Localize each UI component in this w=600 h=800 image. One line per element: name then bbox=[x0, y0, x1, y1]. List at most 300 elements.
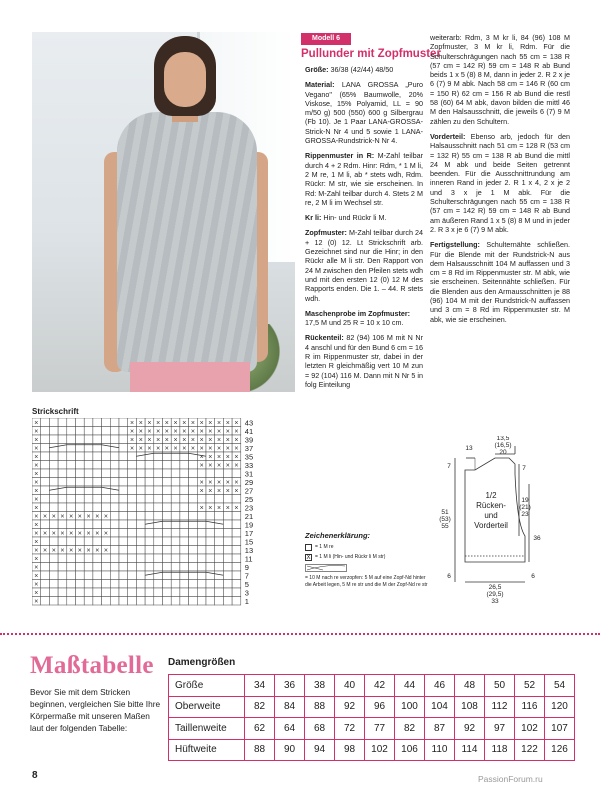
chart-cell bbox=[189, 546, 198, 555]
purl-x-icon: × bbox=[43, 530, 48, 538]
chart-cell bbox=[102, 588, 111, 597]
chart-cell bbox=[189, 495, 198, 504]
chart-cell bbox=[128, 486, 137, 495]
chart-cell bbox=[41, 427, 50, 436]
chart-cell bbox=[223, 537, 232, 546]
chart-cell bbox=[223, 554, 232, 563]
gauge-label: Maschenprobe im Zopfmuster: bbox=[305, 308, 411, 318]
chart-cell bbox=[163, 546, 172, 555]
chart-cell bbox=[119, 469, 128, 478]
chart-cell bbox=[136, 537, 145, 546]
gauge-text: 17,5 M und 25 R = 10 x 10 cm. bbox=[305, 318, 404, 328]
chart-cell bbox=[49, 588, 58, 597]
chart-cell bbox=[93, 427, 102, 436]
dim-height-b: (53) bbox=[439, 516, 451, 523]
chart-cell bbox=[58, 461, 67, 470]
chart-cell bbox=[49, 461, 58, 470]
chart-cell bbox=[84, 452, 93, 461]
page-number: 8 bbox=[32, 770, 38, 781]
chart-cell bbox=[232, 597, 241, 606]
chart-cell bbox=[58, 563, 67, 572]
size-cell: 97 bbox=[485, 718, 515, 740]
purl-x-icon: × bbox=[51, 547, 56, 555]
size-cell: 106 bbox=[395, 739, 425, 761]
chart-cell bbox=[171, 554, 180, 563]
chart-cell bbox=[145, 563, 154, 572]
purl-x-icon: × bbox=[234, 462, 239, 470]
purl-x-icon: × bbox=[34, 581, 39, 589]
chart-cell bbox=[76, 597, 85, 606]
chart-cell bbox=[206, 495, 215, 504]
purl-x-icon: × bbox=[208, 437, 213, 444]
chart-cell bbox=[76, 580, 85, 589]
size-cell: 52 bbox=[515, 675, 545, 697]
legend-text-purl: = 1 M li (Hin- und Rückr li M str) bbox=[315, 554, 386, 560]
chart-cell bbox=[49, 452, 58, 461]
chart-cell bbox=[119, 418, 128, 427]
chart-cell bbox=[93, 554, 102, 563]
dim-top-2: (16,5) bbox=[494, 442, 512, 449]
purl-x-icon: × bbox=[234, 420, 239, 427]
chart-cell bbox=[136, 512, 145, 521]
chart-cell bbox=[93, 571, 102, 580]
chart-cell bbox=[145, 469, 154, 478]
chart-cell bbox=[180, 537, 189, 546]
chart-cell bbox=[76, 588, 85, 597]
chart-cell bbox=[223, 580, 232, 589]
purl-x-icon: × bbox=[34, 547, 39, 555]
legend-item-purl bbox=[305, 554, 430, 561]
chart-cell bbox=[110, 563, 119, 572]
chart-cell bbox=[41, 478, 50, 487]
size-cell: 96 bbox=[365, 696, 395, 718]
chart-cell bbox=[41, 495, 50, 504]
chart-cell bbox=[154, 563, 163, 572]
chart-cell bbox=[136, 495, 145, 504]
legend bbox=[305, 544, 430, 588]
size-table-row bbox=[169, 739, 575, 761]
chart-cell bbox=[180, 503, 189, 512]
chart-row-number: 11 bbox=[244, 554, 253, 564]
chart-row-number: 3 bbox=[244, 588, 249, 598]
purl-x-icon: × bbox=[77, 513, 82, 521]
purl-x-icon: × bbox=[34, 496, 39, 504]
purl-x-icon: × bbox=[225, 454, 230, 461]
size-cell: 102 bbox=[515, 718, 545, 740]
chart-cell bbox=[171, 512, 180, 521]
purl-x-icon: × bbox=[208, 505, 213, 512]
rib-paragraph bbox=[305, 151, 423, 207]
size-cell: 112 bbox=[485, 696, 515, 718]
size-cell: 82 bbox=[245, 696, 275, 718]
schematic-svg bbox=[433, 436, 573, 611]
chart-cell bbox=[84, 563, 93, 572]
purl-x-icon: × bbox=[217, 479, 222, 487]
purl-x-icon: × bbox=[34, 564, 39, 572]
size-cell: 48 bbox=[455, 675, 485, 697]
purl-x-icon: × bbox=[164, 420, 169, 427]
chart-cell bbox=[128, 495, 137, 504]
chart-cell bbox=[110, 461, 119, 470]
chart-cell bbox=[119, 478, 128, 487]
purl-x-icon: × bbox=[164, 428, 169, 436]
purl-x-icon: × bbox=[34, 556, 39, 563]
chart-row-number: 35 bbox=[244, 452, 254, 462]
chart-cell bbox=[197, 537, 206, 546]
size-table-subtitle: Damengrößen bbox=[168, 657, 236, 668]
x-box-icon: X bbox=[306, 555, 311, 561]
size-cell: 110 bbox=[425, 739, 455, 761]
chart-cell bbox=[206, 597, 215, 606]
legend-title: Zeichenerklärung: bbox=[305, 531, 371, 540]
chart-cell bbox=[84, 418, 93, 427]
chart-cell bbox=[163, 512, 172, 521]
size-row-label: Taillenweite bbox=[169, 718, 245, 740]
dim-top-3: 20 bbox=[499, 449, 507, 456]
chart-cell bbox=[171, 580, 180, 589]
cable-text: M-Zahl teilbar durch 24 + 12 (0) 12. Lt Strickschrift arb. Gezeichnet sind nur die Hinr; in den Rückr alle M li str. Den Rapport von 24 M zwischen den Pfeilen stets wdh und mit den ersten 12 (0) 12 M des Rapports enden. Die 1. – 44. R stets wdh. bbox=[305, 228, 423, 303]
size-cell: 118 bbox=[485, 739, 515, 761]
chart-cell bbox=[136, 478, 145, 487]
chart-cell bbox=[67, 478, 76, 487]
piece-label-2: Rücken- bbox=[476, 501, 506, 510]
chart-cell bbox=[154, 512, 163, 521]
chart-cell bbox=[171, 461, 180, 470]
purl-x-icon: × bbox=[95, 530, 100, 538]
cable-symbol-icon bbox=[305, 564, 347, 572]
purl-x-icon: × bbox=[217, 488, 222, 495]
chart-cell bbox=[93, 520, 102, 529]
chart-cell bbox=[58, 571, 67, 580]
kr-label: Kr li: bbox=[305, 213, 322, 223]
chart-cell bbox=[136, 571, 145, 580]
chart-cell bbox=[232, 537, 241, 546]
chart-cell bbox=[102, 571, 111, 580]
back-paragraph bbox=[305, 333, 423, 389]
chart-cell bbox=[58, 537, 67, 546]
chart-cell bbox=[76, 418, 85, 427]
purl-x-icon: × bbox=[225, 445, 230, 453]
purl-x-icon: × bbox=[86, 530, 91, 538]
chart-cell bbox=[76, 452, 85, 461]
chart-cell bbox=[232, 495, 241, 504]
chart-cell bbox=[41, 554, 50, 563]
chart-cell bbox=[67, 571, 76, 580]
chart-cell bbox=[215, 537, 224, 546]
chart-cell bbox=[232, 469, 241, 478]
dim-armhole-b: (21) bbox=[519, 504, 531, 511]
chart-cell bbox=[76, 427, 85, 436]
purl-x-icon: × bbox=[156, 445, 161, 453]
chart-cell bbox=[223, 563, 232, 572]
finish-label: Fertigstellung: bbox=[430, 240, 480, 250]
chart-cell bbox=[49, 435, 58, 444]
chart-cell bbox=[102, 461, 111, 470]
chart-row-number: 17 bbox=[244, 529, 254, 538]
chart-cell bbox=[67, 563, 76, 572]
material-paragraph bbox=[305, 80, 423, 145]
purl-x-icon: × bbox=[217, 437, 222, 444]
pink-pants bbox=[130, 362, 250, 392]
chart-row-number: 5 bbox=[244, 580, 249, 589]
chart-cell bbox=[102, 520, 111, 529]
chart-cell bbox=[119, 546, 128, 555]
chart-cell bbox=[154, 529, 163, 538]
chart-cell bbox=[110, 588, 119, 597]
purl-x-icon: × bbox=[60, 513, 65, 521]
chart-cell bbox=[49, 597, 58, 606]
chart-cell bbox=[58, 503, 67, 512]
piece-label-3: und bbox=[484, 511, 498, 520]
piece-label-4: Vorderteil bbox=[474, 521, 508, 530]
chart-cell bbox=[58, 452, 67, 461]
chart-cell bbox=[110, 427, 119, 436]
chart-cell bbox=[206, 588, 215, 597]
chart-cell bbox=[145, 597, 154, 606]
purl-x-icon: × bbox=[225, 462, 230, 470]
chart-cell bbox=[93, 478, 102, 487]
chart-cell bbox=[67, 597, 76, 606]
size-cell: 46 bbox=[425, 675, 455, 697]
purl-x-icon: × bbox=[34, 573, 39, 580]
purl-x-icon: × bbox=[34, 530, 39, 538]
chart-cell bbox=[84, 520, 93, 529]
purl-x-icon: × bbox=[130, 445, 135, 453]
chart-cell bbox=[163, 461, 172, 470]
rib-label: Rippenmuster in R: bbox=[305, 151, 375, 161]
piece-label-1: 1/2 bbox=[485, 491, 497, 500]
chart-cell bbox=[215, 554, 224, 563]
chart-cell bbox=[67, 461, 76, 470]
chart-cell bbox=[154, 495, 163, 504]
chart-cell bbox=[41, 461, 50, 470]
chart-cell bbox=[171, 469, 180, 478]
chart-cell bbox=[215, 597, 224, 606]
chart-cell bbox=[171, 546, 180, 555]
purl-x-icon: × bbox=[60, 530, 65, 538]
size-table-heading: Maßtabelle bbox=[30, 652, 154, 679]
purl-x-icon: × bbox=[86, 513, 91, 521]
chart-cell bbox=[119, 503, 128, 512]
chart-cell bbox=[67, 418, 76, 427]
chart-cell bbox=[197, 563, 206, 572]
chart-cell bbox=[171, 597, 180, 606]
chart-cell bbox=[232, 571, 241, 580]
dim-bottom-c: 33 bbox=[491, 598, 499, 605]
chart-cell bbox=[49, 554, 58, 563]
chart-cell bbox=[58, 580, 67, 589]
chart-cell bbox=[163, 563, 172, 572]
legend-text-cable: = 10 M nach re verzopfen: 5 M auf eine Zopf-Nd hinter die Arbeit legen, 5 M re str und die M der Zopf-Nd re str bbox=[305, 575, 428, 588]
purl-x-icon: × bbox=[103, 530, 108, 538]
purl-x-icon: × bbox=[199, 420, 204, 427]
rib-text: M-Zahl teilbar durch 4 + 2 Rdm. Hinr: Rdm, * 1 M li, 2 M re, 1 M li, ab * stets wdh, Rdm. Rückr: M str, wie sie erscheinen. In Rd: M-Zahl teilbar durch 4. Stets 2 M re, 2 M li im Wechsel str. bbox=[305, 151, 423, 207]
chart-cell bbox=[223, 571, 232, 580]
chart-cell bbox=[180, 597, 189, 606]
chart-cell bbox=[49, 537, 58, 546]
chart-cell bbox=[58, 435, 67, 444]
purl-x-icon: × bbox=[60, 547, 65, 555]
size-cell: 90 bbox=[275, 739, 305, 761]
chart-cell bbox=[102, 427, 111, 436]
chart-cell bbox=[163, 469, 172, 478]
chart-cell bbox=[84, 554, 93, 563]
chart-cell bbox=[58, 520, 67, 529]
chart-cell bbox=[110, 452, 119, 461]
chart-cell bbox=[232, 554, 241, 563]
chart-cell bbox=[145, 461, 154, 470]
purl-x-icon: × bbox=[217, 428, 222, 436]
chart-cell bbox=[197, 529, 206, 538]
chart-cell bbox=[49, 571, 58, 580]
chart-cell bbox=[136, 520, 145, 529]
chart-cell bbox=[189, 580, 198, 589]
purl-x-icon: × bbox=[208, 479, 213, 487]
chart-cell bbox=[93, 597, 102, 606]
dim-rib-left: 6 bbox=[447, 573, 451, 580]
purl-x-icon: × bbox=[234, 488, 239, 495]
purl-x-icon: × bbox=[34, 590, 39, 597]
chart-cell bbox=[223, 512, 232, 521]
chart-cell bbox=[76, 563, 85, 572]
chart-cell bbox=[49, 495, 58, 504]
chart-cell bbox=[128, 529, 137, 538]
size-cell: 77 bbox=[365, 718, 395, 740]
chart-cell bbox=[84, 537, 93, 546]
finish-paragraph bbox=[430, 240, 570, 324]
chart-cell bbox=[171, 486, 180, 495]
chart-cell bbox=[189, 588, 198, 597]
chart-cell bbox=[136, 469, 145, 478]
chart-cell bbox=[58, 427, 67, 436]
chart-cell bbox=[110, 546, 119, 555]
purl-x-icon: × bbox=[199, 462, 204, 470]
chart-cell bbox=[76, 554, 85, 563]
chart-cell bbox=[145, 486, 154, 495]
chart-cell bbox=[102, 452, 111, 461]
chart-cell bbox=[171, 563, 180, 572]
chart-cell bbox=[145, 554, 154, 563]
material-label: Material: bbox=[305, 80, 335, 90]
chart-row-number: 23 bbox=[244, 503, 254, 513]
chart-row-number: 31 bbox=[244, 469, 254, 479]
chart-cell bbox=[67, 469, 76, 478]
chart-cell bbox=[110, 435, 119, 444]
size-table bbox=[168, 674, 575, 761]
chart-cell bbox=[128, 588, 137, 597]
purl-x-icon: × bbox=[208, 428, 213, 436]
chart-cell bbox=[84, 580, 93, 589]
size-cell: 42 bbox=[365, 675, 395, 697]
chart-cell bbox=[41, 563, 50, 572]
chart-row-number: 13 bbox=[244, 546, 254, 555]
size-cell: 64 bbox=[275, 718, 305, 740]
purl-x-icon: × bbox=[217, 445, 222, 453]
chart-cell bbox=[206, 546, 215, 555]
chart-cell bbox=[67, 452, 76, 461]
front-paragraph bbox=[430, 132, 570, 234]
chart-cell bbox=[136, 461, 145, 470]
size-cell: 98 bbox=[335, 739, 365, 761]
chart-cell bbox=[154, 537, 163, 546]
purl-x-icon: × bbox=[130, 428, 135, 436]
chart-cell bbox=[76, 469, 85, 478]
purl-x-icon: × bbox=[199, 488, 204, 495]
chart-cell bbox=[93, 495, 102, 504]
purl-x-icon: × bbox=[69, 513, 74, 521]
chart-cell bbox=[93, 469, 102, 478]
size-cell: 87 bbox=[425, 718, 455, 740]
purl-x-icon: × bbox=[69, 530, 74, 538]
chart-cell bbox=[41, 469, 50, 478]
chart-cell bbox=[180, 563, 189, 572]
chart-cell bbox=[110, 571, 119, 580]
chart-cell bbox=[171, 588, 180, 597]
chart-cell bbox=[189, 486, 198, 495]
chart-cell bbox=[110, 537, 119, 546]
chart-cell bbox=[93, 418, 102, 427]
chart-cell bbox=[189, 469, 198, 478]
chart-cell bbox=[84, 461, 93, 470]
kr-paragraph bbox=[305, 213, 423, 222]
chart-cell bbox=[163, 478, 172, 487]
chart-cell bbox=[180, 469, 189, 478]
purl-x-icon: × bbox=[190, 420, 195, 427]
chart-cell bbox=[76, 435, 85, 444]
size-cell: 38 bbox=[305, 675, 335, 697]
chart-cell bbox=[154, 546, 163, 555]
purl-x-icon: × bbox=[34, 598, 39, 606]
chart-cell bbox=[119, 580, 128, 589]
site-watermark: PassionForum.ru bbox=[478, 774, 543, 784]
cable-paragraph bbox=[305, 228, 423, 302]
chart-cell bbox=[41, 588, 50, 597]
chart-cell bbox=[163, 495, 172, 504]
chart-cell bbox=[206, 580, 215, 589]
chart-cell bbox=[154, 469, 163, 478]
chart-cell bbox=[102, 495, 111, 504]
purl-x-icon: × bbox=[208, 462, 213, 470]
purl-x-icon: × bbox=[34, 505, 39, 512]
chart-cell bbox=[215, 563, 224, 572]
purl-x-icon: × bbox=[147, 428, 152, 436]
purl-x-icon: × bbox=[156, 428, 161, 436]
purl-x-icon: × bbox=[225, 428, 230, 436]
chart-cell bbox=[102, 418, 111, 427]
chart-cell bbox=[171, 478, 180, 487]
purl-x-icon: × bbox=[234, 479, 239, 487]
chart-cell bbox=[58, 469, 67, 478]
chart-cell bbox=[180, 478, 189, 487]
chart-cell bbox=[119, 452, 128, 461]
chart-cell bbox=[223, 495, 232, 504]
size-cell: 68 bbox=[305, 718, 335, 740]
dim-shoulder-left: 13 bbox=[465, 445, 473, 452]
chart-cell bbox=[128, 512, 137, 521]
size-cell: 88 bbox=[305, 696, 335, 718]
chart-row-number: 33 bbox=[244, 461, 254, 470]
purl-x-icon: × bbox=[173, 420, 178, 427]
chart-cell bbox=[119, 597, 128, 606]
size-cell: 88 bbox=[245, 739, 275, 761]
chart-cell bbox=[180, 486, 189, 495]
chart-cell bbox=[58, 597, 67, 606]
chart-cell bbox=[110, 469, 119, 478]
chart-cell bbox=[197, 512, 206, 521]
chart-cell bbox=[145, 588, 154, 597]
chart-cell bbox=[163, 588, 172, 597]
dim-height-a: 51 bbox=[441, 509, 449, 516]
